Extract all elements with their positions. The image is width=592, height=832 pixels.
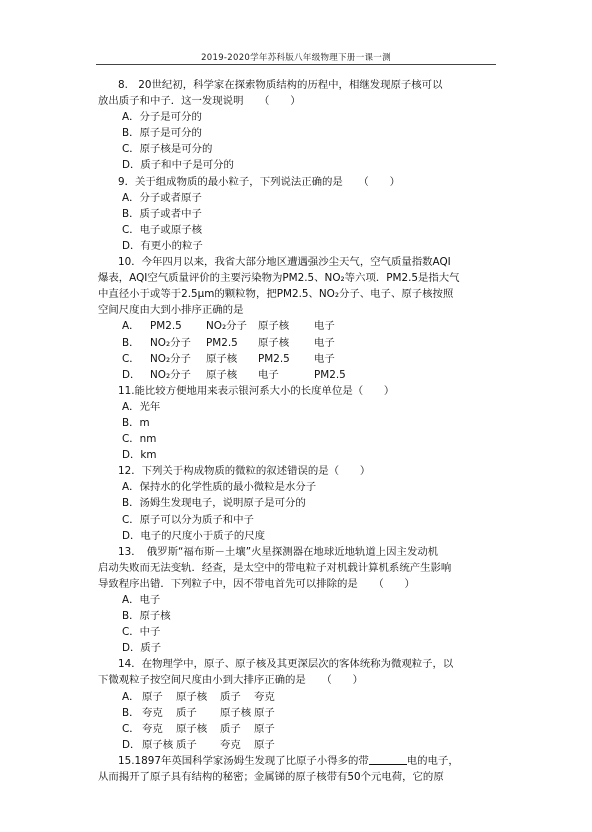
option-c: C．原子核是可分的 <box>122 143 213 156</box>
option-b: B．汤姆生发现电子，说明原子是可分的 <box>122 497 306 510</box>
question-text: 13． 俄罗斯“福布斯－土壤”火星探测器在地球近地轨道上因主发动机 <box>118 545 439 558</box>
question-14 <box>98 656 490 753</box>
question-12 <box>98 463 490 543</box>
option-c: C．nm <box>122 433 157 446</box>
option-b: B．原子核 <box>122 610 171 623</box>
question-text: 爆表，AQI空气质量评价的主要污染物为PM2.5、NO₂等六项．PM2.5是指大气 <box>98 272 460 285</box>
question-text: 启动失败而无法变轨．经查，是太空中的带电粒子对机载计算机系统产生影响 <box>98 561 452 574</box>
question-9 <box>98 174 490 254</box>
option-d: D．有更小的粒子 <box>122 239 203 252</box>
option-a: A． PM2.5 NO₂分子 原子核 电子 <box>122 320 335 333</box>
option-a: A． 原子 原子核 质子 夸克 <box>122 690 275 703</box>
option-c: C． NO₂分子 原子核 PM2.5 电子 <box>122 352 335 365</box>
option-a: A．分子或者原子 <box>122 191 202 204</box>
question-text: 12．下列关于构成物质的微粒的叙述错误的是（ ） <box>118 465 371 478</box>
question-text: 11.能比较方便地用来表示银河系大小的长度单位是（ ） <box>118 384 395 397</box>
option-d: D． 原子核 质子 夸克 原子 <box>122 738 275 751</box>
option-c: C．原子可以分为质子和中子 <box>122 513 254 526</box>
question-text: 14．在物理学中，原子、原子核及其更深层次的客体统称为微观粒子，以 <box>118 658 454 671</box>
answer-blank <box>369 754 407 765</box>
question-text: 中直径小于或等于2.5μm的颗粒物，把PM2.5、NO₂分子、电子、原子核按照 <box>98 288 454 301</box>
question-text: 10．今年四月以来，我省大部分地区遭遇强沙尘天气，空气质量指数AQI <box>118 256 451 269</box>
question-text: 15.1897年英国科学家汤姆生发现了比原子小得多的带 电的电子， <box>118 754 459 767</box>
option-c: C． 夸克 原子核 质子 原子 <box>122 722 275 735</box>
option-b: B．m <box>122 416 150 429</box>
question-10 <box>98 254 490 383</box>
header-rule <box>96 64 496 65</box>
option-b: B．原子是可分的 <box>122 127 202 140</box>
question-11 <box>98 383 490 463</box>
question-text: 导致程序出错．下列粒子中，因不带电首先可以排除的是 （ ） <box>98 577 415 590</box>
question-text: 9．关于组成物质的最小粒子，下列说法正确的是 （ ） <box>118 175 400 188</box>
option-d: D． NO₂分子 原子核 电子 PM2.5 <box>122 368 346 381</box>
option-a: A．分子是可分的 <box>122 111 202 124</box>
option-b: B．质子或者中子 <box>122 207 202 220</box>
question-text: 放出质子和中子．这一发现说明 （ ） <box>98 95 301 108</box>
option-d: D．电子的尺度小于质子的尺度 <box>122 529 266 542</box>
option-a: A．保持水的化学性质的最小微粒是水分子 <box>122 481 317 494</box>
option-d: D．质子和中子是可分的 <box>122 159 234 172</box>
option-c: C．中子 <box>122 626 161 639</box>
question-text: 8. 20世纪初，科学家在探索物质结构的历程中，相继发现原子核可以 <box>118 79 443 91</box>
option-a: A．电子 <box>122 594 161 606</box>
question-8 <box>98 77 490 174</box>
page-header: 2019-2020学年苏科版八年级物理下册一课一测 <box>201 53 391 63</box>
option-c: C．电子或原子核 <box>122 223 202 236</box>
option-b: B． NO₂分子 PM2.5 原子核 电子 <box>122 336 335 349</box>
option-d: D．km <box>122 449 157 462</box>
option-b: B． 夸克 质子 原子核 原子 <box>122 706 275 719</box>
question-text: 空间尺度由大到小排序正确的是 <box>98 304 244 317</box>
question-15 <box>98 753 490 785</box>
question-13 <box>98 544 490 657</box>
document-body <box>98 77 490 785</box>
option-d: D．质子 <box>122 642 162 655</box>
question-text: 下微观粒子按空间尺度由小到大排序正确的是 （ ） <box>98 674 363 687</box>
question-text: 从而揭开了原子具有结构的秘密；金属锑的原子核带有50个元电荷，它的原 <box>98 771 444 784</box>
option-a: A．光年 <box>122 400 161 413</box>
